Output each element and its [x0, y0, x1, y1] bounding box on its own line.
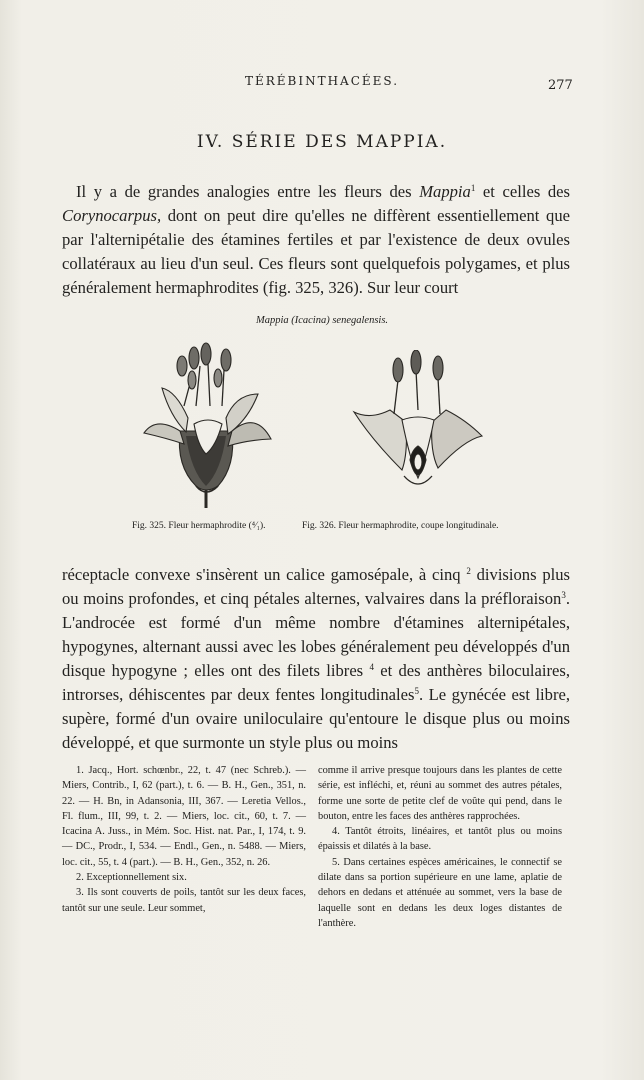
footnote-ref-2: 2: [466, 566, 471, 576]
footnotes-right-column: [318, 763, 562, 931]
taxon-mappia: Mappia: [419, 182, 471, 201]
paragraph-2-text-c: . L'androcée est formé d'un même nombre d'étamines alternipétales, hypogynes, alternant aussi avec les lobes généralement peu développés d'un disque hypogyne ; elles ont des filets libres: [62, 589, 570, 680]
footnote-2: 2. Exceptionnellement six.: [76, 872, 187, 884]
figure-325-flower-illustration: [136, 336, 276, 516]
paragraph-2-text-b: divisions plus ou moins profondes, et cinq pétales alternes, valvaires dans la préfloraison: [62, 565, 570, 608]
footnotes-left-column: [62, 763, 306, 916]
paragraph-1-text-c: dont on peut dire qu'elles ne diffèrent essentiellement que par l'alternipétalie des étamines fertiles et par l'existence de deux ovules collatéraux au lieu d'un seul. Ces fleurs sont quelquefois polygames, et plus généralement hermaphrodites (fig. 325, 326). Sur leur court: [62, 206, 570, 297]
footnote-3-continued: comme il arrive presque toujours dans les plantes de cette série, est infléchi, et, réuni au sommet des autres pétales, forme une sorte de petite clef de voûte qui pend, dans le bouton, entre les faces des anthères rapprochées.: [318, 765, 562, 822]
paragraph-2-text-d: et des anthères biloculaires, introrses, déhiscentes par deux fentes longitudinales: [62, 661, 571, 704]
figure-326-caption: Fig. 326. Fleur hermaphrodite, coupe longitudinale.: [302, 521, 499, 531]
paragraph-2-text-a: réceptacle convexe s'insèrent un calice gamosépale, à cinq: [62, 565, 467, 584]
section-title: IV. SÉRIE DES MAPPIA.: [196, 132, 448, 152]
footnote-ref-4: 4: [369, 662, 374, 672]
paragraph-1: [62, 180, 570, 300]
page-number: 277: [548, 78, 573, 93]
footnote-ref-5: 5: [414, 686, 419, 696]
paragraph-2: [62, 563, 570, 755]
figure-325-caption: Fig. 325. Fleur hermaphrodite (⁴⁄₁).: [132, 521, 266, 531]
footnote-ref-1: 1: [470, 183, 476, 193]
running-head: TÉRÉBINTHACÉES.: [244, 74, 400, 88]
plate-title: Mappia (Icacina) senegalensis.: [255, 315, 389, 326]
paragraph-1-text-b: et celles des: [475, 182, 570, 201]
taxon-corynocarpus: Corynocarpus,: [62, 206, 162, 225]
footnote-ref-3: 3: [561, 590, 566, 600]
footnote-3: 3. Ils sont couverts de poils, tantôt sur les deux faces, tantôt sur une seule. Leur sommet,: [62, 887, 306, 914]
footnote-4: 4. Tantôt étroits, linéaires, et tantôt plus ou moins épaissis et dilatés à la base.: [318, 826, 562, 853]
figure-326-section-illustration: [350, 350, 486, 510]
footnote-5: 5. Dans certaines espèces américaines, le connectif se dilate dans sa portion supérieure en une lame, aplatie de dehors en dedans et atténuée au sommet, vers la base de laquelle sont en dedans les deux loges distantes de l'anthère.: [318, 856, 562, 929]
footnote-1: 1. Jacq., Hort. schœnbr., 22, t. 47 (nec Schreb.). — Miers, Contrib., I, 62 (part.), t. 6. — B. H., Gen., 351, n. 22. — H. Bn, in Adansonia, III, 367. — Leretia Vellos., Fl. flum., III, 99, t. 2. — Miers, loc. cit., 60, t. 7. — Icacina A. Juss., in Mém. Soc. Hist. nat. Par., I, 174, t. 9. — DC., Prodr., I, 534. — Endl., Gen., n. 5488. — Miers, loc. cit., 55, t. 4 (part.). — B. H., Gen., 352, n. 26.: [62, 765, 306, 868]
paragraph-1-text-a: Il y a de grandes analogies entre les fleurs des: [76, 182, 420, 201]
paragraph-2-text-e: . Le gynécée est libre, supère, formé d'un ovaire uniloculaire qu'entoure le disque plus ou moins développé, et que surmonte un style plus ou moins: [62, 685, 571, 752]
